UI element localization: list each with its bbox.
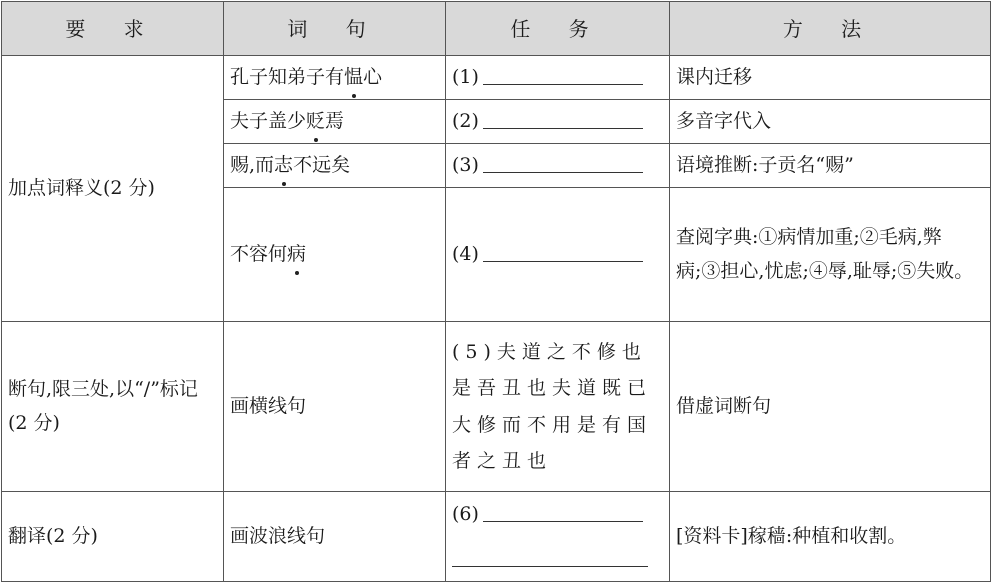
- dotted-word: 愠: [344, 62, 363, 92]
- method-cell: [资料卡]稼穑:种植和收割。: [670, 492, 991, 582]
- header-method: 方 法: [670, 2, 991, 56]
- sentence-text: 焉: [325, 110, 345, 133]
- requirement-cell: 翻译(2 分): [2, 492, 224, 582]
- task-number: (4): [452, 243, 479, 266]
- answer-blank[interactable]: [483, 154, 643, 173]
- method-cell: 查阅字典:①病情加重;②毛病,弊病;③担心,忧虑;④辱,耻辱;⑤失败。: [670, 188, 991, 322]
- header-task: 任 务: [446, 2, 670, 56]
- dotted-word: 志: [274, 150, 293, 180]
- task-number: (6): [452, 503, 479, 526]
- sentence-text: 不远矣: [293, 154, 351, 177]
- sentence-cell: [224, 144, 446, 188]
- task-cell: [446, 100, 670, 144]
- requirement-cell: 加点词释义(2 分): [2, 56, 224, 322]
- sentence-cell: 画横线句: [224, 322, 446, 492]
- sentence-cell: [224, 188, 446, 322]
- requirement-cell: 断句,限三处,以“/”标记(2 分): [2, 322, 224, 492]
- task-cell: [446, 56, 670, 100]
- method-cell: 借虚词断句: [670, 322, 991, 492]
- sentence-text: 不容何: [230, 243, 288, 266]
- sentence-cell: [224, 100, 446, 144]
- table-row: [2, 322, 991, 492]
- study-table: [1, 1, 991, 582]
- sentence-text: 心: [363, 66, 383, 89]
- task-number: (1): [452, 66, 479, 89]
- sentence-text: 赐,而: [230, 154, 275, 177]
- answer-blank[interactable]: [483, 110, 643, 129]
- dotted-word: 贬: [306, 106, 325, 136]
- header-row: [2, 2, 991, 56]
- dotted-word: 病: [287, 239, 306, 269]
- table-row: [2, 492, 991, 582]
- answer-blank[interactable]: [452, 548, 648, 567]
- method-cell: 课内迁移: [670, 56, 991, 100]
- task-cell: [446, 492, 670, 582]
- method-cell: 语境推断:子贡名“赐”: [670, 144, 991, 188]
- task-cell: [446, 144, 670, 188]
- answer-blank[interactable]: [483, 66, 643, 85]
- punctuation-task-cell[interactable]: (5)夫道之不修也是吾丑也夫道既已大修而不用是有国者之丑也: [446, 322, 670, 492]
- task-number: (2): [452, 110, 479, 133]
- task-number: (3): [452, 154, 479, 177]
- sentence-cell: 画波浪线句: [224, 492, 446, 582]
- answer-blank[interactable]: [483, 503, 643, 522]
- header-requirement: 要 求: [2, 2, 224, 56]
- sentence-text: 孔子知弟子有: [230, 66, 345, 89]
- answer-blank[interactable]: [483, 243, 643, 262]
- header-sentence: 词 句: [224, 2, 446, 56]
- sentence-text: 夫子盖少: [230, 110, 307, 133]
- table-row: [2, 56, 991, 100]
- method-cell: 多音字代入: [670, 100, 991, 144]
- sentence-cell: [224, 56, 446, 100]
- task-cell: [446, 188, 670, 322]
